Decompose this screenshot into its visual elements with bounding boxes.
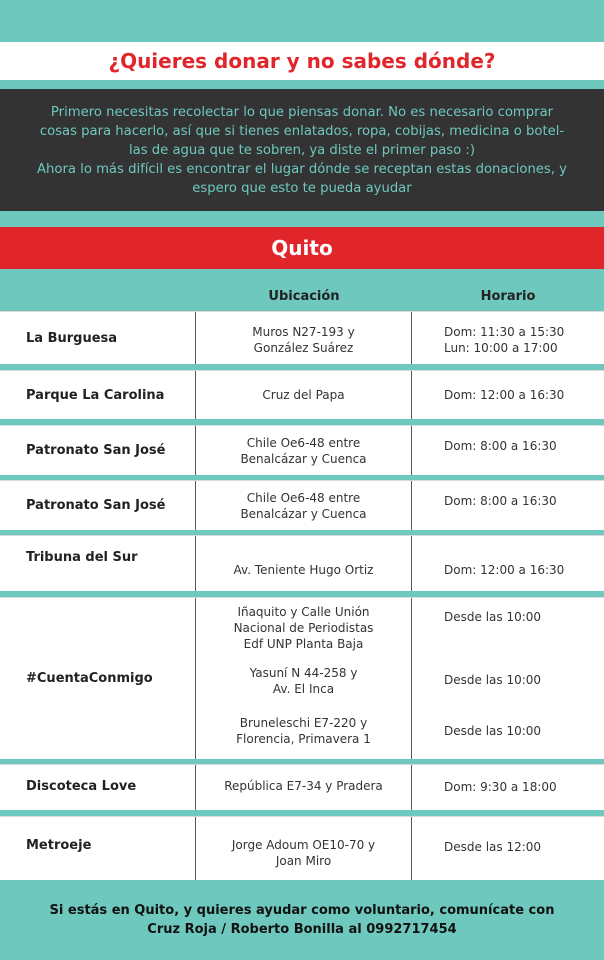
intro-box — [0, 89, 604, 211]
schedule-line: Lun: 10:00 a 17:00 — [444, 341, 558, 355]
place-name: Patronato San José — [26, 443, 166, 458]
location-cell: Cruz del Papa — [262, 388, 345, 402]
city-banner — [0, 227, 604, 269]
page-title: ¿Quieres donar y no sabes dónde? — [108, 49, 496, 73]
location-line: Yasuní N 44-258 y — [249, 666, 358, 680]
header-schedule: Horario — [480, 289, 536, 304]
place-name: Tribuna del Sur — [26, 549, 138, 565]
place-name: Metroeje — [26, 837, 92, 853]
footer-line: Si estás en Quito, y quieres ayudar como voluntario, comunícate con — [49, 903, 555, 918]
donation-points-table — [0, 269, 604, 880]
location-line: Av. El Inca — [272, 682, 335, 696]
top-band — [0, 0, 604, 42]
column-divider — [411, 371, 412, 419]
table-row — [0, 370, 604, 419]
column-divider — [411, 817, 412, 880]
schedule-cell: Dom: 8:00 a 16:30 — [444, 439, 557, 453]
schedule-cell — [444, 324, 604, 356]
intro-line: Ahora lo más difícil es encontrar el lugar dónde se receptan estas donaciones, y — [37, 162, 567, 177]
table-row — [0, 311, 604, 364]
schedule-line: Dom: 11:30 a 15:30 — [444, 325, 565, 339]
intro-line: cosas para hacerlo, así que si tienes enlatados, ropa, cobijas, medicina o botel- — [39, 124, 565, 139]
divider-strip — [0, 80, 604, 89]
location-line: Muros N27-193 y — [252, 325, 355, 339]
location-line: González Suárez — [253, 341, 354, 355]
divider-strip — [0, 211, 604, 227]
table-row — [0, 425, 604, 475]
location-cell — [196, 324, 411, 356]
schedule-cell: Dom: 12:00 a 16:30 — [444, 388, 565, 402]
location-line: Bruneleschi E7-220 y — [239, 716, 368, 730]
schedule-cell: Dom: 9:30 a 18:00 — [444, 780, 557, 794]
location-cell: República E7-34 y Pradera — [224, 779, 383, 793]
table-row — [0, 480, 604, 530]
column-divider — [411, 765, 412, 810]
column-divider — [411, 312, 412, 364]
footer-line: Cruz Roja / Roberto Bonilla al 0992717454 — [147, 922, 457, 937]
location-cell: Av. Teniente Hugo Ortiz — [233, 562, 374, 577]
table-header — [0, 269, 604, 311]
city-name: Quito — [271, 236, 333, 260]
place-name: Discoteca Love — [26, 778, 137, 794]
column-divider — [411, 598, 412, 759]
location-line: Chile Oe6-48 entre — [246, 491, 361, 505]
location-line: Benalcázar y Cuenca — [240, 507, 367, 521]
location-line: Florencia, Primavera 1 — [236, 732, 371, 746]
table-row — [0, 597, 604, 759]
intro-line: las de agua que te sobren, ya diste el primer paso :) — [128, 143, 475, 158]
location-cell — [196, 604, 411, 652]
header-location: Ubicación — [268, 289, 340, 304]
column-divider — [411, 536, 412, 591]
volunteer-footer — [0, 880, 604, 960]
location-cell — [196, 435, 411, 467]
location-line: Edf UNP Planta Baja — [243, 637, 364, 651]
location-line: Benalcázar y Cuenca — [240, 452, 367, 466]
place-name: #CuentaConmigo — [26, 671, 153, 686]
location-line: Iñaquito y Calle Unión — [237, 605, 370, 619]
location-line: Chile Oe6-48 entre — [246, 436, 361, 450]
column-divider — [411, 481, 412, 530]
location-cell — [196, 490, 411, 522]
intro-line: Primero necesitas recolectar lo que piensas donar. No es necesario comprar — [50, 105, 554, 120]
schedule-cell: Dom: 12:00 a 16:30 — [444, 562, 565, 577]
intro-line: espero que esto te pueda ayudar — [192, 181, 412, 196]
schedule-cell: Desde las 10:00 — [444, 610, 542, 624]
schedule-cell: Desde las 12:00 — [444, 840, 542, 854]
location-line: Nacional de Periodistas — [233, 621, 374, 635]
schedule-cell: Desde las 10:00 — [444, 724, 542, 738]
table-row — [0, 535, 604, 591]
location-cell — [196, 715, 411, 747]
location-line: Joan Miro — [275, 854, 332, 868]
column-divider — [411, 426, 412, 475]
location-cell — [196, 665, 411, 697]
location-line: Jorge Adoum OE10-70 y — [231, 838, 376, 852]
place-name: La Burguesa — [26, 330, 118, 346]
place-name: Patronato San José — [26, 498, 166, 513]
table-row — [0, 764, 604, 810]
title-bar — [0, 42, 604, 80]
schedule-cell: Dom: 8:00 a 16:30 — [444, 494, 557, 508]
schedule-cell: Desde las 10:00 — [444, 673, 542, 687]
place-name: Parque La Carolina — [26, 387, 165, 403]
table-row — [0, 816, 604, 880]
location-cell — [196, 837, 411, 869]
